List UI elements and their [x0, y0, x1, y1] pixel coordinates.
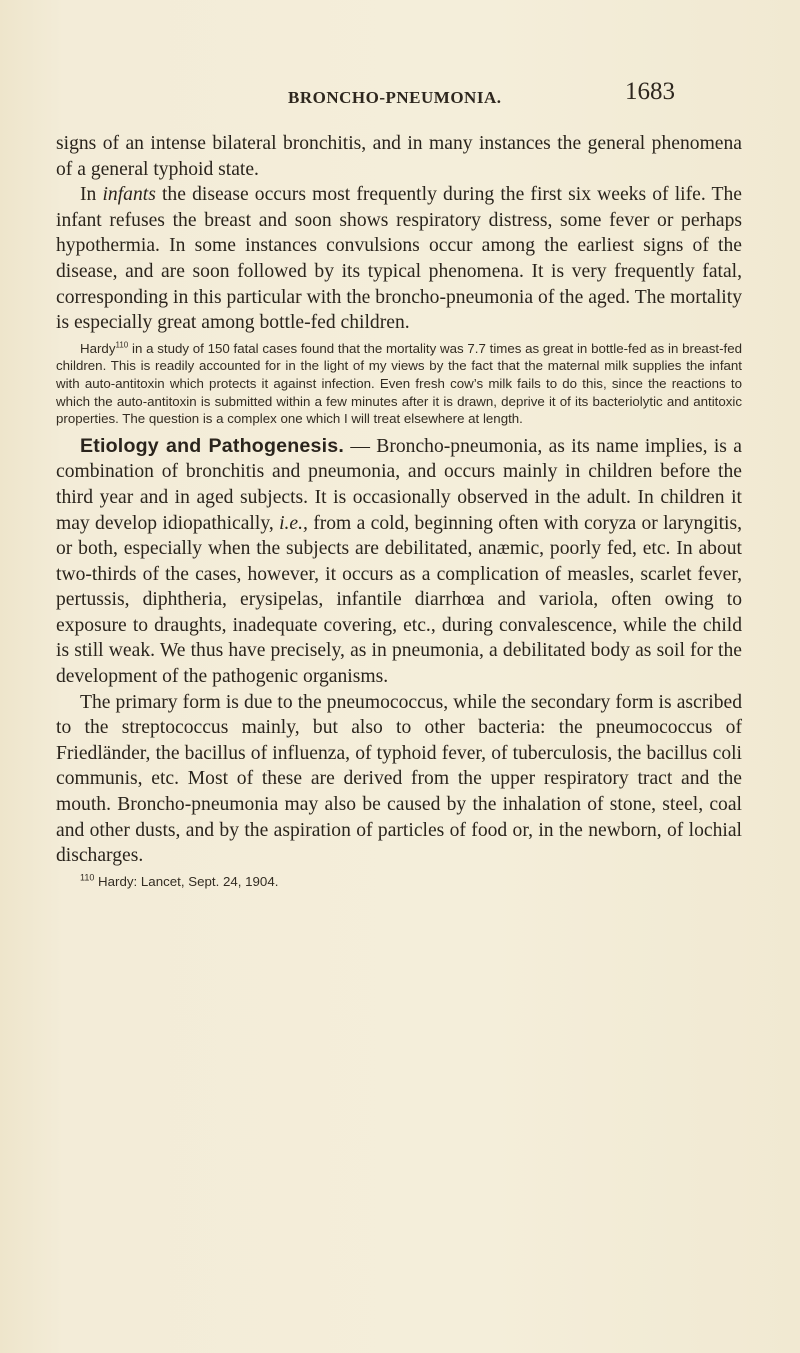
etiology-text-b: from a cold, beginning often with coryza or laryngitis, or both, especially when the subjects are debilitated, anæmic, poorly fed, etc. In about two-thirds of the cases, however, it occurs as a complication of measles, scarlet fever, pertussis, diphtheria, erysipelas, infantile diarrhœa and variola, often owing to exposure to draughts, inadequate covering, etc., during convalescence, while the child is still weak. We thus have precisely, as in pneumonia, a debilitated body as soil for the development of the pathogenic organisms.: [56, 512, 742, 688]
page-body: [56, 131, 742, 891]
infants-lead: In: [80, 184, 103, 206]
footnote-110: [56, 873, 742, 891]
section-heading-etiology: Etiology and Pathogenesis.: [80, 434, 344, 457]
page-number: 1683: [625, 78, 675, 105]
paragraph-etiology: [56, 434, 742, 690]
paragraph-typhoid-state: signs of an intense bilateral bronchitis, and in many instances the general phenomena of a general typhoid state.: [56, 133, 742, 180]
footnote-marker: 110: [80, 872, 95, 883]
paragraph-infants: [56, 182, 742, 336]
paragraph-hardy-study: [56, 340, 742, 428]
running-title: BRONCHO-PNEUMONIA.: [288, 88, 502, 107]
hardy-study-text: in a study of 150 fatal cases found that the mortality was 7.7 times as great in bottle-fed as in breast-fed children. This is readily accounted for in the light of my views by the fact that the maternal milk supplies the infant with auto-antitoxin which protects it against infection. Even fresh cow’s milk fails to do this, since the reactions to which the auto-antitoxin is submitted within a few minutes after it is drawn, deprive it of its bacteriolytic and antitoxic properties. The question is a complex one which I will treat elsewhere at length.: [56, 340, 742, 427]
etiology-text-a: — Broncho-pneumonia, as its name implies, is a combination of bronchitis and pneumonia, and occurs mainly in children before the third year and in aged subjects. It is occasionally observed in the adult. In children it may develop idiopathically,: [56, 435, 742, 534]
infants-italic: infants: [102, 184, 156, 206]
footnote-ref-110: 110: [115, 340, 129, 350]
infants-text: the disease occurs most frequently during the first six weeks of life. The infant refuses the breast and soon shows respiratory distress, some fever or perhaps hypothermia. In some instances convulsions occur among the earliest signs of the disease, and are soon followed by its typical phenomena. It is very frequently fatal, corresponding in this particular with the broncho-pneumonia of the aged. The mortality is especially great among bottle-fed children.: [56, 184, 742, 334]
etiology-italic-ie: i.e.,: [279, 512, 308, 534]
page-header: [0, 78, 800, 110]
hardy-author: Hardy: [80, 340, 116, 356]
footnote-text: Hardy: Lancet, Sept. 24, 1904.: [94, 873, 279, 889]
paragraph-primary-form: The primary form is due to the pneumococcus, while the secondary form is ascribed to the streptococcus mainly, but also to other bacteria: the pneumococcus of Friedländer, the bacillus of influenza, of typhoid fever, of tuberculosis, the bacillus coli communis, etc. Most of these are derived from the upper respiratory tract and the mouth. Broncho-pneumonia may also be caused by the inhalation of stone, steel, coal and other dusts, and by the aspiration of particles of food or, in the newborn, of lochial discharges.: [56, 691, 742, 867]
